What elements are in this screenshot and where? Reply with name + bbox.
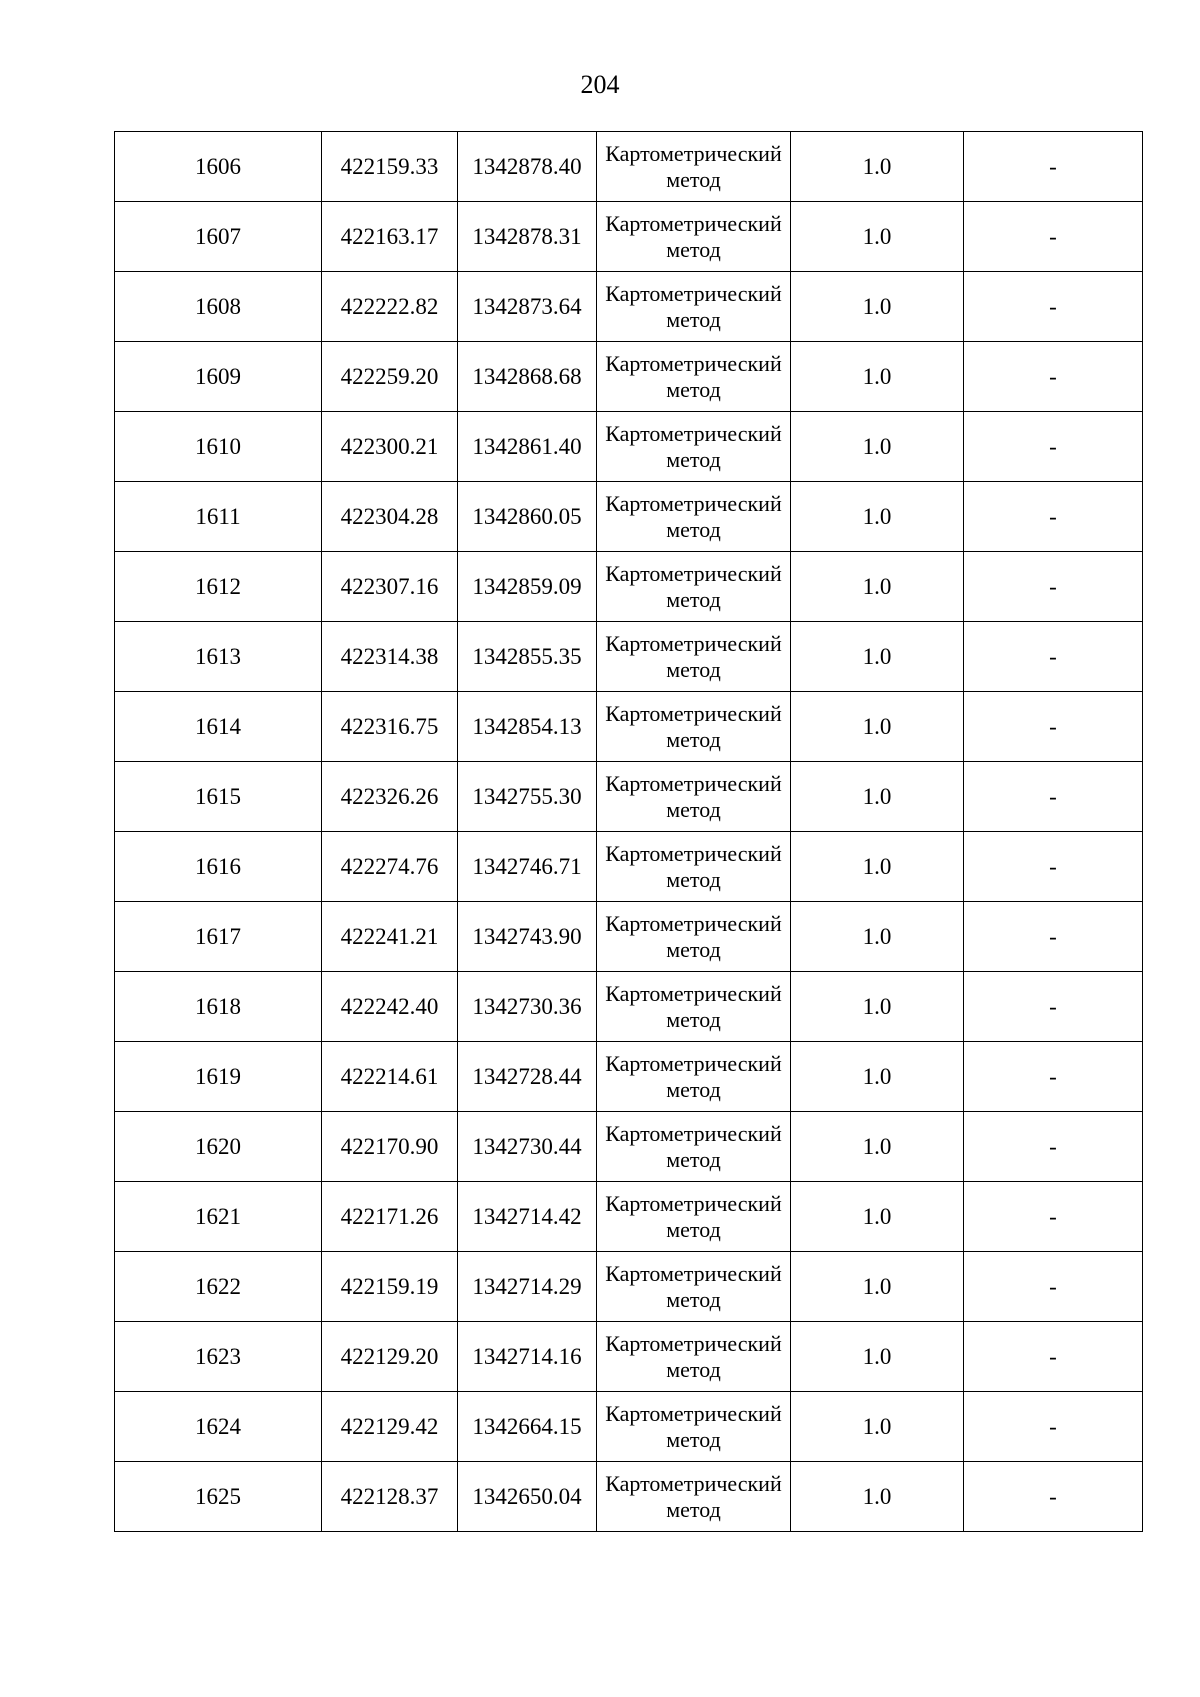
method-cell [597,1252,791,1322]
point-number-cell: 1619 [115,1042,322,1112]
method-text-line1: Картометрический [605,140,782,166]
note-cell: - [964,202,1143,272]
method-text-line1: Картометрический [605,1330,782,1356]
y-coordinate-cell: 1342878.31 [458,202,597,272]
note-cell: - [964,832,1143,902]
method-text-line2: метод [666,936,721,962]
method-text-line1: Картометрический [605,1470,782,1496]
table-row [115,902,1143,972]
method-text-line2: метод [666,1356,721,1382]
table-row [115,692,1143,762]
y-coordinate-cell: 1342730.36 [458,972,597,1042]
point-number-cell: 1606 [115,132,322,202]
table-row [115,482,1143,552]
point-number-cell: 1625 [115,1462,322,1532]
table-row [115,412,1143,482]
method-text-line2: метод [666,1076,721,1102]
y-coordinate-cell: 1342714.16 [458,1322,597,1392]
method-text-line2: метод [666,1496,721,1522]
point-number-cell: 1609 [115,342,322,412]
table-row [115,1042,1143,1112]
y-coordinate-cell: 1342650.04 [458,1462,597,1532]
note-cell: - [964,482,1143,552]
point-number-cell: 1614 [115,692,322,762]
method-cell [597,762,791,832]
accuracy-cell: 1.0 [791,1182,964,1252]
accuracy-cell: 1.0 [791,202,964,272]
table-row [115,1112,1143,1182]
accuracy-cell: 1.0 [791,1252,964,1322]
method-text-line2: метод [666,1426,721,1452]
table-row [115,552,1143,622]
x-coordinate-cell: 422214.61 [322,1042,458,1112]
note-cell: - [964,692,1143,762]
accuracy-cell: 1.0 [791,902,964,972]
note-cell: - [964,1112,1143,1182]
table-row [115,622,1143,692]
method-text-line1: Картометрический [605,560,782,586]
table-row [115,1252,1143,1322]
method-text-line1: Картометрический [605,700,782,726]
point-number-cell: 1620 [115,1112,322,1182]
y-coordinate-cell: 1342743.90 [458,902,597,972]
method-cell [597,1042,791,1112]
method-cell [597,1182,791,1252]
note-cell: - [964,1322,1143,1392]
accuracy-cell: 1.0 [791,482,964,552]
method-text-line1: Картометрический [605,490,782,516]
accuracy-cell: 1.0 [791,1112,964,1182]
x-coordinate-cell: 422128.37 [322,1462,458,1532]
note-cell: - [964,412,1143,482]
method-cell [597,552,791,622]
point-number-cell: 1613 [115,622,322,692]
note-cell: - [964,272,1143,342]
x-coordinate-cell: 422242.40 [322,972,458,1042]
method-cell [597,412,791,482]
table-row [115,762,1143,832]
method-cell [597,1392,791,1462]
y-coordinate-cell: 1342714.29 [458,1252,597,1322]
note-cell: - [964,622,1143,692]
method-text-line2: метод [666,726,721,752]
x-coordinate-cell: 422314.38 [322,622,458,692]
accuracy-cell: 1.0 [791,1462,964,1532]
method-text-line1: Картометрический [605,350,782,376]
method-text-line1: Картометрический [605,210,782,236]
y-coordinate-cell: 1342859.09 [458,552,597,622]
y-coordinate-cell: 1342728.44 [458,1042,597,1112]
y-coordinate-cell: 1342755.30 [458,762,597,832]
method-cell [597,202,791,272]
accuracy-cell: 1.0 [791,622,964,692]
accuracy-cell: 1.0 [791,972,964,1042]
accuracy-cell: 1.0 [791,762,964,832]
accuracy-cell: 1.0 [791,1042,964,1112]
method-text-line1: Картометрический [605,840,782,866]
method-text-line2: метод [666,1286,721,1312]
note-cell: - [964,902,1143,972]
method-cell [597,972,791,1042]
method-text-line2: метод [666,1006,721,1032]
coordinates-table [114,131,1143,1532]
method-cell [597,1462,791,1532]
point-number-cell: 1607 [115,202,322,272]
note-cell: - [964,972,1143,1042]
accuracy-cell: 1.0 [791,1392,964,1462]
method-text-line2: метод [666,166,721,192]
table-row [115,1392,1143,1462]
x-coordinate-cell: 422171.26 [322,1182,458,1252]
y-coordinate-cell: 1342868.68 [458,342,597,412]
method-text-line1: Картометрический [605,630,782,656]
coordinates-table-body [115,132,1143,1532]
accuracy-cell: 1.0 [791,342,964,412]
point-number-cell: 1624 [115,1392,322,1462]
method-text-line2: метод [666,796,721,822]
x-coordinate-cell: 422300.21 [322,412,458,482]
table-row [115,272,1143,342]
method-cell [597,622,791,692]
y-coordinate-cell: 1342873.64 [458,272,597,342]
method-text-line1: Картометрический [605,1190,782,1216]
table-row [115,342,1143,412]
note-cell: - [964,762,1143,832]
x-coordinate-cell: 422129.42 [322,1392,458,1462]
point-number-cell: 1610 [115,412,322,482]
table-row [115,1182,1143,1252]
method-text-line1: Картометрический [605,420,782,446]
y-coordinate-cell: 1342854.13 [458,692,597,762]
accuracy-cell: 1.0 [791,412,964,482]
method-text-line1: Картометрический [605,280,782,306]
x-coordinate-cell: 422307.16 [322,552,458,622]
point-number-cell: 1608 [115,272,322,342]
y-coordinate-cell: 1342861.40 [458,412,597,482]
page-number: 204 [580,70,620,99]
point-number-cell: 1617 [115,902,322,972]
x-coordinate-cell: 422170.90 [322,1112,458,1182]
accuracy-cell: 1.0 [791,132,964,202]
x-coordinate-cell: 422259.20 [322,342,458,412]
method-text-line1: Картометрический [605,980,782,1006]
method-text-line1: Картометрический [605,1260,782,1286]
table-row [115,202,1143,272]
method-cell [597,1112,791,1182]
y-coordinate-cell: 1342730.44 [458,1112,597,1182]
y-coordinate-cell: 1342855.35 [458,622,597,692]
x-coordinate-cell: 422316.75 [322,692,458,762]
accuracy-cell: 1.0 [791,552,964,622]
method-text-line2: метод [666,1146,721,1172]
method-cell [597,692,791,762]
accuracy-cell: 1.0 [791,272,964,342]
note-cell: - [964,1392,1143,1462]
point-number-cell: 1623 [115,1322,322,1392]
table-row [115,832,1143,902]
accuracy-cell: 1.0 [791,692,964,762]
table-row [115,972,1143,1042]
x-coordinate-cell: 422163.17 [322,202,458,272]
x-coordinate-cell: 422159.33 [322,132,458,202]
method-text-line2: метод [666,376,721,402]
method-cell [597,342,791,412]
point-number-cell: 1622 [115,1252,322,1322]
y-coordinate-cell: 1342860.05 [458,482,597,552]
method-text-line2: метод [666,306,721,332]
point-number-cell: 1621 [115,1182,322,1252]
method-cell [597,1322,791,1392]
method-text-line2: метод [666,656,721,682]
method-cell [597,132,791,202]
method-text-line2: метод [666,586,721,612]
point-number-cell: 1618 [115,972,322,1042]
note-cell: - [964,552,1143,622]
method-text-line1: Картометрический [605,1050,782,1076]
y-coordinate-cell: 1342878.40 [458,132,597,202]
x-coordinate-cell: 422241.21 [322,902,458,972]
point-number-cell: 1616 [115,832,322,902]
accuracy-cell: 1.0 [791,1322,964,1392]
x-coordinate-cell: 422129.20 [322,1322,458,1392]
method-text-line2: метод [666,1216,721,1242]
x-coordinate-cell: 422222.82 [322,272,458,342]
y-coordinate-cell: 1342714.42 [458,1182,597,1252]
method-cell [597,832,791,902]
x-coordinate-cell: 422304.28 [322,482,458,552]
x-coordinate-cell: 422274.76 [322,832,458,902]
table-row [115,1462,1143,1532]
method-text-line1: Картометрический [605,770,782,796]
note-cell: - [964,342,1143,412]
method-text-line1: Картометрический [605,1400,782,1426]
method-cell [597,902,791,972]
point-number-cell: 1615 [115,762,322,832]
method-text-line2: метод [666,866,721,892]
note-cell: - [964,1252,1143,1322]
y-coordinate-cell: 1342664.15 [458,1392,597,1462]
table-row [115,1322,1143,1392]
method-text-line1: Картометрический [605,1120,782,1146]
table-row [115,132,1143,202]
method-text-line1: Картометрический [605,910,782,936]
method-text-line2: метод [666,446,721,472]
point-number-cell: 1612 [115,552,322,622]
accuracy-cell: 1.0 [791,832,964,902]
point-number-cell: 1611 [115,482,322,552]
note-cell: - [964,132,1143,202]
method-cell [597,482,791,552]
note-cell: - [964,1462,1143,1532]
x-coordinate-cell: 422326.26 [322,762,458,832]
note-cell: - [964,1042,1143,1112]
note-cell: - [964,1182,1143,1252]
method-text-line2: метод [666,236,721,262]
x-coordinate-cell: 422159.19 [322,1252,458,1322]
method-cell [597,272,791,342]
method-text-line2: метод [666,516,721,542]
y-coordinate-cell: 1342746.71 [458,832,597,902]
